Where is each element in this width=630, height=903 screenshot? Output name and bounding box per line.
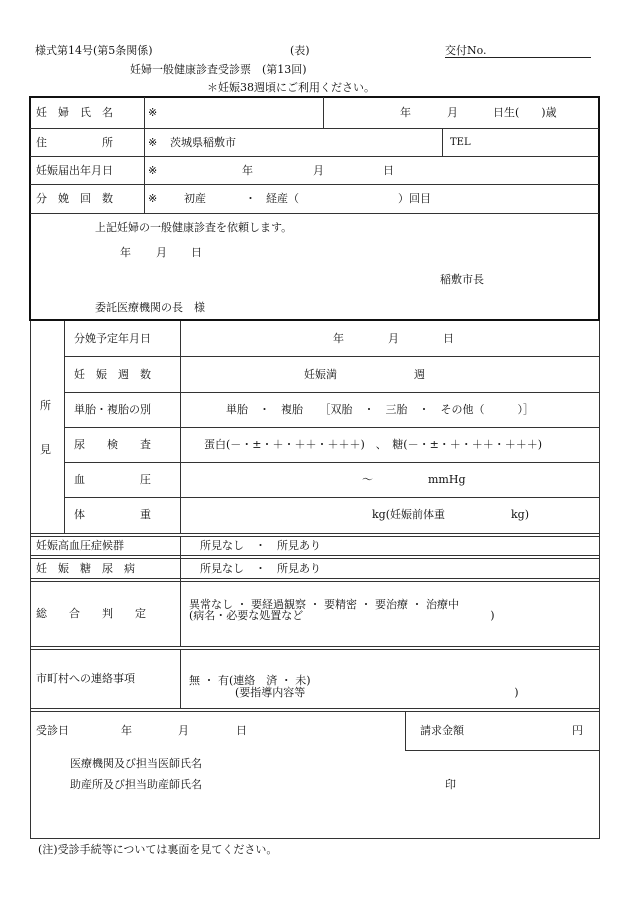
form-title: 妊婦一般健康診査受診票 (第13回): [130, 63, 307, 76]
address-value: 茨城県稲敷市: [170, 136, 236, 149]
institution-doctor-label: 医療機関及び担当医師氏名: [70, 757, 202, 770]
usage-note: ＊妊娠38週頃にご利用ください。: [207, 81, 375, 94]
footer-note: (注)受診手続等については裏面を見てください。: [38, 843, 278, 856]
singleton-multiple-label: 単胎・複胎の別: [74, 403, 151, 416]
addressee: 委託医療機関の長 様: [95, 301, 205, 314]
singleton-multiple-value: 単胎 ・ 複胎 ［双胎 ・ 三胎 ・ その他（ ）］: [226, 403, 534, 416]
required-mark: ※: [148, 106, 158, 119]
exam-month-label: 月: [178, 724, 189, 737]
urine-test-label: 尿 検 査: [74, 438, 151, 451]
issue-number-label: 交付No.: [445, 45, 591, 58]
required-mark: ※: [148, 164, 158, 177]
fee-unit: 円: [572, 724, 583, 737]
request-text: 上記妊婦の一般健康診査を依頼します。: [95, 221, 293, 234]
required-mark: ※: [148, 192, 158, 205]
request-year-label: 年: [120, 246, 131, 259]
diabetes-label: 妊 娠 糖 尿 病: [36, 562, 135, 575]
report-month-label: 月: [313, 164, 324, 177]
birth-day-age-label: 日生( )歳: [493, 106, 557, 119]
parity-primipara: 初産: [184, 192, 206, 205]
mayor-signature: 稲敷市長: [440, 273, 484, 286]
form-number: 様式第14号(第5条関係): [35, 44, 153, 57]
hypertension-value: 所見なし ・ 所見あり: [200, 539, 321, 552]
due-date-value: 年 月 日: [333, 332, 454, 345]
municipal-contact-label: 市町村への連絡事項: [36, 672, 135, 685]
parity-separator: ・: [245, 192, 256, 205]
patient-name-label: 妊 婦 氏 名: [36, 106, 113, 119]
midwife-label: 助産所及び担当助産師氏名: [70, 778, 202, 791]
tel-label: TEL: [450, 137, 471, 148]
findings-side-label-2: 見: [40, 443, 51, 456]
urine-test-value: 蛋白(－・±・＋・＋＋・＋＋＋) 、 糖(－・±・＋・＋＋・＋＋＋): [204, 438, 543, 451]
gestational-weeks-value: 妊娠満 週: [304, 368, 425, 381]
side-indicator: (表): [290, 44, 310, 57]
diabetes-value: 所見なし ・ 所見あり: [200, 562, 321, 575]
exam-day-label: 日: [236, 724, 247, 737]
report-day-label: 日: [383, 164, 394, 177]
pregnancy-report-label: 妊娠届出年月日: [36, 164, 113, 177]
birth-month-label: 月: [447, 106, 458, 119]
overall-judgment-options: 異常なし ・ 要経過観察 ・ 要精密 ・ 要治療 ・ 治療中: [189, 598, 459, 611]
request-month-label: 月: [156, 246, 167, 259]
municipal-contact-notes: (要指導内容等 ): [235, 686, 519, 699]
required-mark: ※: [148, 136, 158, 149]
parity-multipara: 経産（: [266, 192, 299, 205]
parity-count: ）回目: [398, 192, 431, 205]
weight-value: kg(妊娠前体重 kg): [372, 508, 529, 521]
overall-judgment-label: 総 合 判 定: [36, 607, 146, 620]
seal-mark: 印: [445, 778, 456, 791]
request-day-label: 日: [191, 246, 202, 259]
address-label: 住 所: [36, 136, 113, 149]
fee-label: 請求金額: [420, 724, 464, 737]
birth-year-label: 年: [400, 106, 411, 119]
report-year-label: 年: [242, 164, 253, 177]
municipal-contact-status: 無 ・ 有(連絡 済 ・ 未): [189, 674, 311, 687]
blood-pressure-value: ～ mmHg: [362, 473, 466, 486]
patient-section: [29, 96, 600, 321]
gestational-weeks-label: 妊 娠 週 数: [74, 368, 151, 381]
hypertension-label: 妊娠高血圧症候群: [36, 539, 124, 552]
due-date-label: 分娩予定年月日: [74, 332, 151, 345]
overall-judgment-notes: (病名・必要な処置など ): [189, 609, 495, 622]
parity-label: 分 娩 回 数: [36, 192, 113, 205]
exam-year-label: 年: [121, 724, 132, 737]
findings-side-label-1: 所: [40, 399, 51, 412]
blood-pressure-label: 血 圧: [74, 473, 151, 486]
exam-date-label: 受診日: [36, 724, 69, 737]
weight-label: 体 重: [74, 508, 151, 521]
